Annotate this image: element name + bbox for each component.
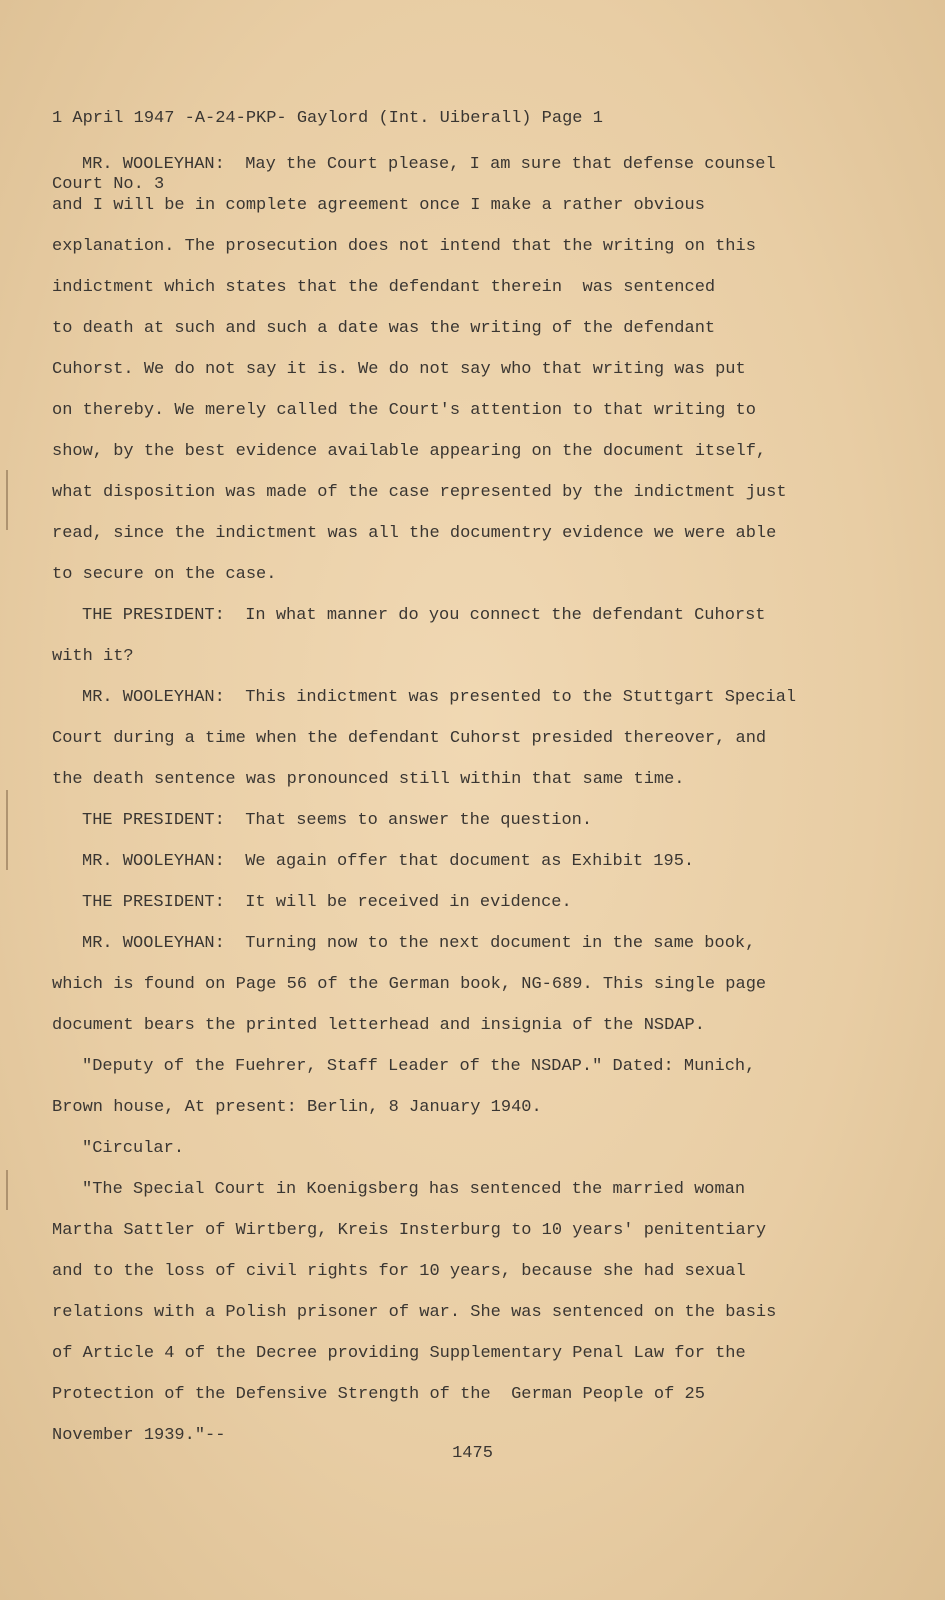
header-line-1: 1 April 1947 -A-24-PKP- Gaylord (Int. Uiberall) Page 1: [52, 109, 603, 128]
transcript-line: MR. WOOLEYHAN: May the Court please, I am sure that defense counsel: [82, 155, 776, 174]
transcript-line: to death at such and such a date was the writing of the defendant: [52, 319, 716, 338]
transcript-line: on thereby. We merely called the Court's attention to that writing to: [52, 401, 756, 420]
page-number: 1475: [452, 1444, 493, 1463]
margin-mark: [6, 470, 8, 530]
transcript-line: Brown house, At present: Berlin, 8 January 1940.: [52, 1098, 542, 1117]
transcript-line: "Deputy of the Fuehrer, Staff Leader of the NSDAP." Dated: Munich,: [82, 1057, 756, 1076]
transcript-line: Protection of the Defensive Strength of the German People of 25: [52, 1385, 705, 1404]
margin-mark: [6, 790, 8, 870]
margin-mark: [6, 1170, 8, 1210]
transcript-line: THE PRESIDENT: It will be received in evidence.: [82, 893, 572, 912]
transcript-line: MR. WOOLEYHAN: This indictment was presented to the Stuttgart Special: [82, 688, 797, 707]
transcript-line: November 1939."--: [52, 1426, 226, 1445]
transcript-line: what disposition was made of the case represented by the indictment just: [52, 483, 787, 502]
transcript-line: which is found on Page 56 of the German book, NG-689. This single page: [52, 975, 767, 994]
transcript-line: read, since the indictment was all the documentry evidence we were able: [52, 524, 777, 543]
transcript-line: MR. WOOLEYHAN: Turning now to the next document in the same book,: [82, 934, 756, 953]
transcript-line: THE PRESIDENT: That seems to answer the question.: [82, 811, 593, 830]
transcript-line: to secure on the case.: [52, 565, 277, 584]
transcript-line: with it?: [52, 647, 134, 666]
transcript-line: MR. WOOLEYHAN: We again offer that document as Exhibit 195.: [82, 852, 695, 871]
transcript-line: indictment which states that the defendant therein was sentenced: [52, 278, 716, 297]
transcript-line: "Circular.: [82, 1139, 185, 1158]
transcript-line: show, by the best evidence available appearing on the document itself,: [52, 442, 767, 461]
transcript-line: explanation. The prosecution does not intend that the writing on this: [52, 237, 756, 256]
transcript-line: and to the loss of civil rights for 10 years, because she had sexual: [52, 1262, 746, 1281]
transcript-line: the death sentence was pronounced still within that same time.: [52, 770, 685, 789]
header-line-2: Court No. 3: [52, 175, 165, 194]
transcript-line: Cuhorst. We do not say it is. We do not say who that writing was put: [52, 360, 746, 379]
transcript-line: relations with a Polish prisoner of war. She was sentenced on the basis: [52, 1303, 777, 1322]
transcript-line: of Article 4 of the Decree providing Supplementary Penal Law for the: [52, 1344, 746, 1363]
transcript-line: "The Special Court in Koenigsberg has sentenced the married woman: [82, 1180, 746, 1199]
transcript-line: Martha Sattler of Wirtberg, Kreis Insterburg to 10 years' penitentiary: [52, 1221, 767, 1240]
transcript-body: [52, 144, 812, 1456]
transcript-line: Court during a time when the defendant Cuhorst presided thereover, and: [52, 729, 767, 748]
transcript-line: document bears the printed letterhead and insignia of the NSDAP.: [52, 1016, 705, 1035]
transcript-line: THE PRESIDENT: In what manner do you connect the defendant Cuhorst: [82, 606, 766, 625]
transcript-line: and I will be in complete agreement once I make a rather obvious: [52, 196, 705, 215]
